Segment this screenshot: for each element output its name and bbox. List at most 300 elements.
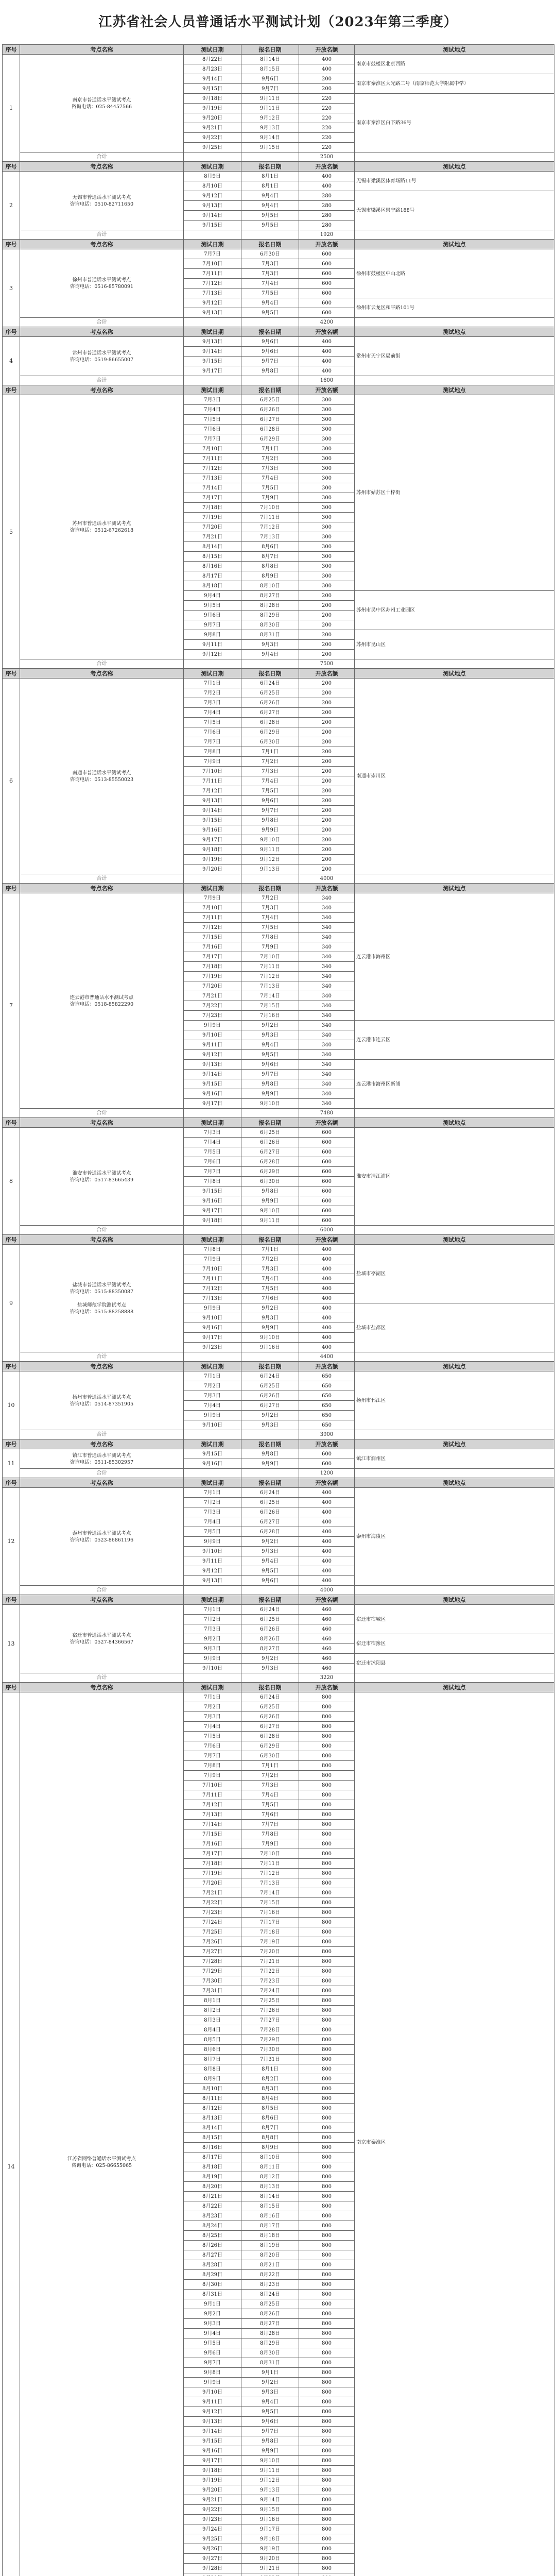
column-header: 测试地点 (355, 1362, 554, 1371)
open-slots: 800 (299, 2368, 355, 2378)
test-date: 8月31日 (184, 2290, 241, 2299)
section-number: 6 (3, 679, 20, 884)
open-slots: 400 (299, 1498, 355, 1507)
registration-date: 7月1日 (241, 1245, 299, 1255)
test-date: 7月7日 (184, 249, 241, 259)
registration-date: 7月18日 (241, 1927, 299, 1937)
test-date: 9月14日 (184, 2427, 241, 2436)
registration-date: 6月25日 (241, 1498, 299, 1507)
test-site: 常州市天宁区局前街 (355, 337, 554, 376)
registration-date: 9月12日 (241, 855, 299, 865)
column-header: 考点名称 (20, 1235, 184, 1245)
registration-date: 9月10日 (241, 1333, 299, 1343)
registration-date: 7月7日 (241, 1820, 299, 1829)
table-header-row (3, 884, 554, 893)
test-date: 9月18日 (184, 2466, 241, 2476)
test-date: 7月2日 (184, 1615, 241, 1624)
open-slots: 200 (299, 776, 355, 786)
test-date: 7月13日 (184, 289, 241, 298)
open-slots: 300 (299, 571, 355, 581)
open-slots: 220 (299, 143, 355, 152)
test-date: 8月16日 (184, 562, 241, 571)
test-date: 9月18日 (184, 1216, 241, 1226)
table-header-row (3, 669, 554, 679)
column-header: 测试日期 (184, 1362, 241, 1371)
registration-date: 9月7日 (241, 1070, 299, 1079)
test-date: 9月12日 (184, 2407, 241, 2417)
column-header: 序号 (3, 1235, 20, 1245)
open-slots: 800 (299, 2417, 355, 2427)
test-date: 8月4日 (184, 2025, 241, 2035)
open-slots: 800 (299, 2172, 355, 2182)
total-spacer (241, 1430, 299, 1439)
test-date: 7月29日 (184, 1967, 241, 1976)
registration-date: 7月10日 (241, 952, 299, 962)
open-slots: 800 (299, 2250, 355, 2260)
registration-date: 8月27日 (241, 1644, 299, 1654)
registration-date: 7月4日 (241, 913, 299, 923)
registration-date: 7月9日 (241, 942, 299, 952)
open-slots: 800 (299, 1996, 355, 2006)
test-date: 7月11日 (184, 1274, 241, 1284)
open-slots: 800 (299, 2378, 355, 2387)
test-date: 9月10日 (184, 1313, 241, 1323)
total-spacer (184, 1430, 241, 1439)
open-slots: 800 (299, 1976, 355, 1986)
open-slots: 800 (299, 2348, 355, 2358)
registration-date: 9月12日 (241, 2476, 299, 2485)
column-header: 报名日期 (241, 162, 299, 172)
registration-date: 7月1日 (241, 444, 299, 454)
registration-date: 7月12日 (241, 1869, 299, 1878)
total-label: 合计 (20, 230, 184, 240)
registration-date: 7月13日 (241, 1878, 299, 1888)
test-date: 7月26日 (184, 1937, 241, 1947)
section-number: 2 (3, 172, 20, 240)
open-slots: 800 (299, 2182, 355, 2192)
registration-date: 6月27日 (241, 415, 299, 425)
open-slots: 400 (299, 64, 355, 74)
section-total-row (3, 1430, 554, 1439)
open-slots: 800 (299, 1898, 355, 1908)
registration-date: 6月27日 (241, 1517, 299, 1527)
registration-date: 6月29日 (241, 434, 299, 444)
registration-date: 9月6日 (241, 1060, 299, 1070)
test-date: 9月28日 (184, 2564, 241, 2573)
open-slots: 340 (299, 1070, 355, 1079)
test-date: 7月5日 (184, 718, 241, 727)
table-header-row (3, 1478, 554, 1488)
open-slots: 650 (299, 1381, 355, 1391)
test-date: 7月6日 (184, 425, 241, 434)
registration-date: 7月5日 (241, 289, 299, 298)
test-date: 9月16日 (184, 1196, 241, 1206)
column-header: 考点名称 (20, 327, 184, 337)
open-slots: 800 (299, 1849, 355, 1859)
registration-date: 8月12日 (241, 2172, 299, 2182)
registration-date: 9月18日 (241, 2534, 299, 2544)
open-slots: 800 (299, 1947, 355, 1957)
column-header: 报名日期 (241, 1439, 299, 1449)
test-date: 7月4日 (184, 405, 241, 415)
open-slots: 400 (299, 1556, 355, 1566)
table-header-row (3, 385, 554, 395)
test-date: 9月12日 (184, 1566, 241, 1576)
table-row (3, 55, 554, 64)
column-header: 开放名额 (299, 162, 355, 172)
test-date: 9月4日 (184, 2329, 241, 2338)
total-value: 7500 (299, 659, 355, 669)
test-date: 7月10日 (184, 1781, 241, 1790)
section-number: 11 (3, 1449, 20, 1478)
open-slots: 800 (299, 1839, 355, 1849)
test-date: 8月27日 (184, 2250, 241, 2260)
open-slots: 800 (299, 2270, 355, 2280)
test-date: 9月1日 (184, 2299, 241, 2309)
open-slots: 340 (299, 942, 355, 952)
registration-date: 8月6日 (241, 542, 299, 552)
registration-date: 7月29日 (241, 2035, 299, 2045)
test-date: 8月26日 (184, 2241, 241, 2250)
column-header: 报名日期 (241, 1683, 299, 1692)
test-site: 无锡市梁溪区体育场路11号 (355, 172, 554, 191)
open-slots: 340 (299, 1079, 355, 1089)
open-slots: 200 (299, 737, 355, 747)
open-slots: 280 (299, 221, 355, 230)
registration-date: 9月14日 (241, 2495, 299, 2505)
open-slots: 800 (299, 1722, 355, 1732)
test-date: 7月11日 (184, 454, 241, 464)
open-slots: 800 (299, 2319, 355, 2329)
table-header-row (3, 162, 554, 172)
total-value: 1200 (299, 1469, 355, 1478)
column-header: 开放名额 (299, 1478, 355, 1488)
test-date: 7月21日 (184, 991, 241, 1001)
registration-date: 7月19日 (241, 1937, 299, 1947)
open-slots: 300 (299, 425, 355, 434)
test-date: 9月12日 (184, 1050, 241, 1060)
open-slots: 300 (299, 542, 355, 552)
open-slots: 340 (299, 962, 355, 972)
test-date: 9月9日 (184, 1021, 241, 1030)
registration-date: 9月9日 (241, 1459, 299, 1469)
test-date: 8月19日 (184, 2172, 241, 2182)
column-header: 测试日期 (184, 1478, 241, 1488)
test-date: 9月9日 (184, 1654, 241, 1664)
registration-date: 7月3日 (241, 767, 299, 776)
test-date: 9月13日 (184, 1576, 241, 1586)
registration-date: 8月15日 (241, 64, 299, 74)
column-header: 测试日期 (184, 1683, 241, 1692)
open-slots: 800 (299, 2153, 355, 2162)
total-spacer (184, 1673, 241, 1683)
test-date: 9月11日 (184, 1040, 241, 1050)
section-number: 13 (3, 1605, 20, 1683)
open-slots: 200 (299, 757, 355, 767)
registration-date: 7月17日 (241, 1918, 299, 1927)
total-spacer (355, 1469, 554, 1478)
open-slots: 300 (299, 434, 355, 444)
registration-date: 7月27日 (241, 2015, 299, 2025)
test-date: 8月29日 (184, 2270, 241, 2280)
test-date: 9月25日 (184, 2534, 241, 2544)
test-date: 7月19日 (184, 972, 241, 981)
registration-date: 7月9日 (241, 1839, 299, 1849)
total-spacer (355, 1352, 554, 1362)
registration-date: 7月4日 (241, 279, 299, 289)
total-spacer (355, 1109, 554, 1118)
registration-date: 6月30日 (241, 737, 299, 747)
open-slots: 400 (299, 172, 355, 181)
test-date: 7月19日 (184, 1869, 241, 1878)
column-header: 测试日期 (184, 1235, 241, 1245)
test-date: 7月14日 (184, 1820, 241, 1829)
registration-date: 9月20日 (241, 2554, 299, 2564)
column-header: 序号 (3, 669, 20, 679)
registration-date: 9月4日 (241, 191, 299, 201)
open-slots: 300 (299, 493, 355, 503)
open-slots: 600 (299, 279, 355, 289)
open-slots: 300 (299, 444, 355, 454)
registration-date: 9月9日 (241, 1089, 299, 1099)
total-spacer (355, 1430, 554, 1439)
column-header: 开放名额 (299, 240, 355, 249)
test-date: 9月11日 (184, 1556, 241, 1566)
registration-date: 8月31日 (241, 630, 299, 640)
registration-date: 8月20日 (241, 2250, 299, 2260)
registration-date: 6月26日 (241, 1391, 299, 1401)
open-slots: 340 (299, 1021, 355, 1030)
column-header: 报名日期 (241, 45, 299, 55)
open-slots: 340 (299, 903, 355, 913)
open-slots: 800 (299, 2564, 355, 2573)
test-date: 8月2日 (184, 2006, 241, 2015)
registration-date: 9月9日 (241, 825, 299, 835)
registration-date: 9月12日 (241, 113, 299, 123)
registration-date: 9月10日 (241, 1206, 299, 1216)
total-spacer (184, 1352, 241, 1362)
test-date: 9月27日 (184, 2554, 241, 2564)
total-spacer (184, 1109, 241, 1118)
registration-date: 8月10日 (241, 581, 299, 591)
open-slots: 650 (299, 1391, 355, 1401)
test-date: 8月8日 (184, 2064, 241, 2074)
open-slots: 800 (299, 1790, 355, 1800)
test-date: 8月13日 (184, 2113, 241, 2123)
total-value: 4200 (299, 318, 355, 327)
open-slots: 800 (299, 2427, 355, 2436)
registration-date: 6月26日 (241, 1624, 299, 1634)
open-slots: 400 (299, 1333, 355, 1343)
open-slots: 800 (299, 2162, 355, 2172)
column-header: 序号 (3, 327, 20, 337)
test-date: 8月22日 (184, 55, 241, 64)
registration-date: 8月23日 (241, 2280, 299, 2290)
test-site: 苏州市吴中区苏州工业园区 (355, 591, 554, 630)
test-date: 8月5日 (184, 2035, 241, 2045)
registration-date: 6月26日 (241, 1507, 299, 1517)
test-date: 7月31日 (184, 1986, 241, 1996)
section-number: 10 (3, 1371, 20, 1439)
open-slots: 200 (299, 679, 355, 688)
open-slots: 400 (299, 1566, 355, 1576)
column-header: 序号 (3, 385, 20, 395)
open-slots: 650 (299, 1420, 355, 1430)
column-header: 测试日期 (184, 1118, 241, 1128)
test-date: 7月3日 (184, 1624, 241, 1634)
test-date: 7月23日 (184, 1908, 241, 1918)
test-date: 9月16日 (184, 825, 241, 835)
open-slots: 600 (299, 1177, 355, 1187)
registration-date: 6月24日 (241, 1605, 299, 1615)
registration-date: 9月10日 (241, 1099, 299, 1109)
test-date: 9月7日 (184, 2358, 241, 2368)
open-slots: 400 (299, 1323, 355, 1333)
open-slots: 200 (299, 650, 355, 659)
registration-date: 7月15日 (241, 1898, 299, 1908)
registration-date: 7月26日 (241, 2006, 299, 2015)
open-slots: 460 (299, 1644, 355, 1654)
test-date: 7月16日 (184, 1839, 241, 1849)
column-header: 测试日期 (184, 1595, 241, 1605)
registration-date: 6月29日 (241, 727, 299, 737)
open-slots: 800 (299, 2201, 355, 2211)
test-date: 7月5日 (184, 1732, 241, 1741)
test-date: 8月23日 (184, 64, 241, 74)
section-number: 12 (3, 1488, 20, 1595)
open-slots: 800 (299, 1967, 355, 1976)
total-spacer (184, 1226, 241, 1235)
open-slots: 800 (299, 1771, 355, 1781)
open-slots: 460 (299, 1634, 355, 1644)
open-slots: 800 (299, 2515, 355, 2524)
column-header: 考点名称 (20, 45, 184, 55)
open-slots: 800 (299, 2055, 355, 2064)
test-date: 9月19日 (184, 855, 241, 865)
test-date: 9月15日 (184, 1449, 241, 1459)
test-date: 8月7日 (184, 2055, 241, 2064)
registration-date: 9月8日 (241, 1187, 299, 1196)
column-header: 报名日期 (241, 327, 299, 337)
test-date: 7月25日 (184, 1927, 241, 1937)
test-date: 9月17日 (184, 2456, 241, 2466)
total-spacer (241, 874, 299, 884)
open-slots: 200 (299, 698, 355, 708)
open-slots: 800 (299, 2045, 355, 2055)
registration-date: 8月16日 (241, 2211, 299, 2221)
open-slots: 800 (299, 2299, 355, 2309)
test-date: 9月17日 (184, 366, 241, 376)
column-header: 测试地点 (355, 162, 554, 172)
open-slots: 800 (299, 1810, 355, 1820)
column-header: 测试日期 (184, 1439, 241, 1449)
open-slots: 400 (299, 337, 355, 347)
open-slots: 800 (299, 1869, 355, 1878)
registration-date: 7月2日 (241, 454, 299, 464)
open-slots: 800 (299, 1741, 355, 1751)
column-header: 开放名额 (299, 669, 355, 679)
venue-name: 南京市普通话水平测试考点 咨询电话：025-84457566 (20, 55, 184, 152)
test-date: 9月14日 (184, 1070, 241, 1079)
test-date: 7月7日 (184, 1751, 241, 1761)
open-slots: 800 (299, 2338, 355, 2348)
registration-date: 7月11日 (241, 1859, 299, 1869)
test-date: 7月5日 (184, 1147, 241, 1157)
registration-date: 8月31日 (241, 2358, 299, 2368)
total-spacer (355, 376, 554, 385)
test-date: 7月10日 (184, 259, 241, 269)
open-slots: 800 (299, 2094, 355, 2104)
registration-date: 6月24日 (241, 1692, 299, 1702)
page-title: 江苏省社会人员普通话水平测试计划（2023年第三季度） (98, 14, 458, 30)
test-date: 8月25日 (184, 2231, 241, 2241)
column-header: 开放名额 (299, 1595, 355, 1605)
open-slots: 800 (299, 1732, 355, 1741)
test-date: 9月18日 (184, 94, 241, 104)
registration-date: 6月28日 (241, 1157, 299, 1167)
registration-date: 9月5日 (241, 1566, 299, 1576)
test-date: 7月5日 (184, 415, 241, 425)
column-header: 开放名额 (299, 1362, 355, 1371)
registration-date: 9月8日 (241, 816, 299, 825)
column-header: 测试地点 (355, 1595, 554, 1605)
registration-date: 9月7日 (241, 84, 299, 94)
column-header: 考点名称 (20, 884, 184, 893)
open-slots: 800 (299, 2192, 355, 2201)
test-date: 8月22日 (184, 2201, 241, 2211)
total-value: 2500 (299, 152, 355, 162)
open-slots: 600 (299, 289, 355, 298)
test-date: 7月20日 (184, 522, 241, 532)
test-date: 9月3日 (184, 2319, 241, 2329)
open-slots: 800 (299, 2006, 355, 2015)
table-header-row (3, 327, 554, 337)
open-slots: 300 (299, 473, 355, 483)
open-slots: 300 (299, 395, 355, 405)
venue-name: 扬州市普通话水平测试考点 咨询电话：0514-87351905 (20, 1371, 184, 1430)
test-date: 7月3日 (184, 698, 241, 708)
registration-date: 9月6日 (241, 796, 299, 806)
registration-date: 6月30日 (241, 249, 299, 259)
open-slots: 340 (299, 893, 355, 903)
open-slots: 400 (299, 1284, 355, 1294)
total-spacer (184, 1469, 241, 1478)
test-date: 8月15日 (184, 552, 241, 562)
test-date: 8月6日 (184, 2045, 241, 2055)
section-total-row (3, 152, 554, 162)
registration-date: 8月1日 (241, 172, 299, 181)
registration-date: 9月5日 (241, 211, 299, 221)
test-date: 8月1日 (184, 1996, 241, 2006)
table-row (3, 1605, 554, 1615)
test-date: 7月12日 (184, 279, 241, 289)
registration-date: 6月28日 (241, 1527, 299, 1537)
registration-date: 7月30日 (241, 2045, 299, 2055)
column-header: 测试日期 (184, 162, 241, 172)
table-row (3, 337, 554, 347)
test-date: 9月10日 (184, 1547, 241, 1556)
test-date: 9月11日 (184, 640, 241, 650)
table-row (3, 1488, 554, 1498)
open-slots: 800 (299, 2231, 355, 2241)
test-date: 8月14日 (184, 542, 241, 552)
test-site: 无锡市梁溪区崇宁路188号 (355, 191, 554, 230)
test-date: 7月22日 (184, 1898, 241, 1908)
column-header: 序号 (3, 1595, 20, 1605)
total-value: 1920 (299, 230, 355, 240)
test-date: 9月15日 (184, 1187, 241, 1196)
total-spacer (184, 1586, 241, 1595)
